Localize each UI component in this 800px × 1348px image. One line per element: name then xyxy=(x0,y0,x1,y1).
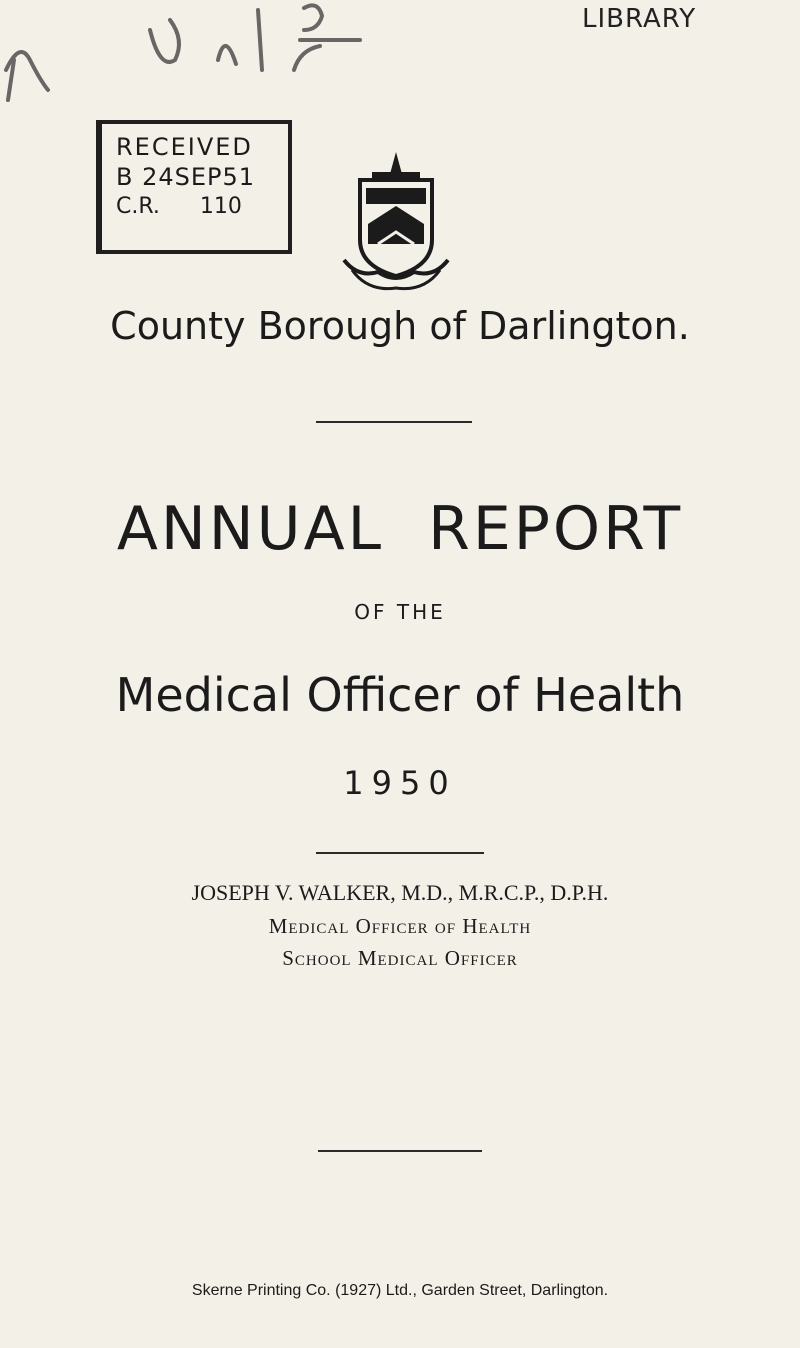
handwritten-annotation xyxy=(0,0,380,110)
author-role-school-officer: School Medical Officer xyxy=(282,946,518,970)
library-stamp: LIBRARY xyxy=(582,4,697,34)
received-date: B 24SEP51 xyxy=(116,163,256,191)
printer-imprint: Skerne Printing Co. (1927) Ltd., Garden Street, Darlington. xyxy=(191,1282,609,1299)
author-name: JOSEPH V. WALKER, M.D., M.R.C.P., D.P.H. xyxy=(191,880,609,905)
report-subject: Medical Officer of Health xyxy=(115,668,685,722)
divider-middle xyxy=(316,852,484,854)
received-label: RECEIVED xyxy=(116,133,253,161)
received-code xyxy=(116,192,288,222)
received-stamp xyxy=(96,120,292,254)
received-code-number: 110 xyxy=(199,194,242,219)
title-connector: OF THE xyxy=(354,600,446,624)
borough-crest-icon xyxy=(338,148,454,296)
received-code-prefix: C.R. xyxy=(116,194,160,219)
divider-top xyxy=(316,421,472,423)
report-title: ANNUAL REPORT xyxy=(116,494,684,564)
report-year: 1950 xyxy=(343,764,457,802)
borough-heading: County Borough of Darlington. xyxy=(110,304,690,348)
author-role-medical-officer: Medical Officer of Health xyxy=(268,914,532,938)
divider-bottom xyxy=(318,1150,482,1152)
